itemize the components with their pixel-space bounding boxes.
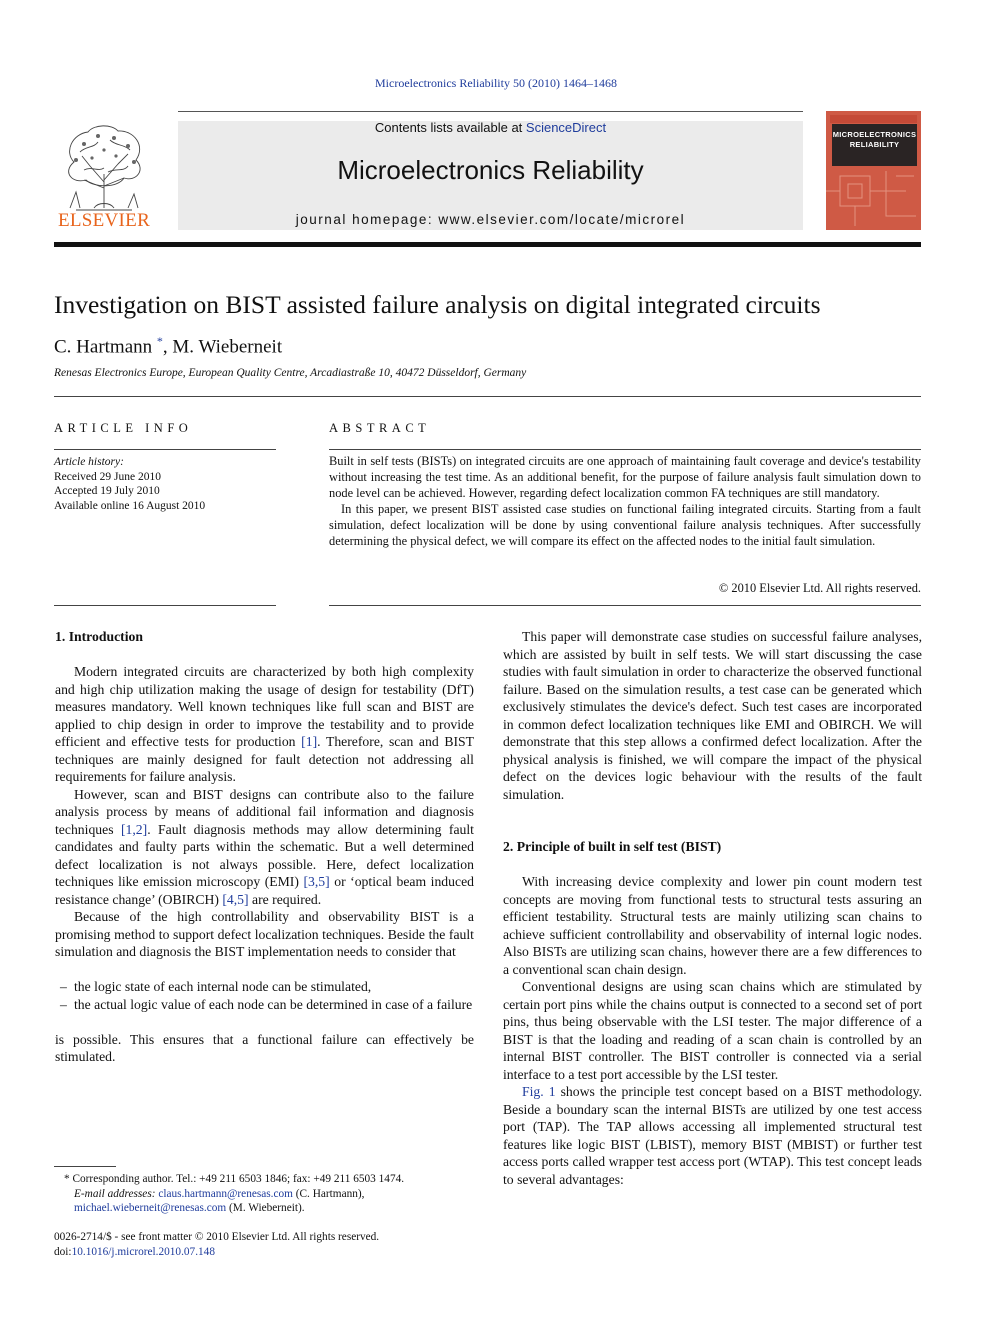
cover-title-line1: MICROELECTRONICS <box>832 130 917 139</box>
journal-homepage[interactable]: journal homepage: www.elsevier.com/locate/microrel <box>295 212 686 227</box>
intro-paragraph-5: This paper will demonstrate case studies on successful failure analyses, which are assisted by built in self tests. We will start discussing the case studies with fault simulation in order to characterize the observed functional failure. Based on the simulation results, a test case can be generated which exclusively stimulates the device's defect. Such test cases are incorporated in common defect localization techniques like EMI and OBIRCH. We will demonstrate that this step allows a confirmed defect localization. After the physical analysis is finished, we will compare the impact of the physical defect on the devices logic behaviour with the results of the fault simulation. <box>503 629 922 802</box>
bullet-dash: – <box>60 979 67 994</box>
section-2-heading: 2. Principle of built in self test (BIST) <box>503 839 722 854</box>
abstract-paragraph-1: Built in self tests (BISTs) on integrated circuits are one approach of maintaining fault coverage and device's testability without increasing the test time. As an additional benefit, for the purpose of failure analysis fault simulation down to node level can be achieved. However, regarding defect localization common FA techniques are still mandatory. <box>329 454 921 500</box>
header-bottom-rule <box>54 242 921 247</box>
online-date: Available online 16 August 2010 <box>54 499 206 512</box>
author-list <box>54 334 282 358</box>
author-hartmann[interactable]: C. Hartmann <box>54 336 153 358</box>
fig-1-link[interactable]: Fig. 1 <box>522 1084 556 1099</box>
footnote-rule <box>54 1166 116 1167</box>
ref-3-5-link[interactable]: [3,5] <box>303 874 330 889</box>
contents-prefix: Contents lists available at <box>374 120 526 135</box>
abstract-copyright: © 2010 Elsevier Ltd. All rights reserved. <box>718 581 921 595</box>
bullet-dash: – <box>60 996 67 1012</box>
left-column <box>55 628 474 1066</box>
cover-title-band <box>832 124 917 166</box>
requirements-list <box>55 978 474 1013</box>
issn-doi-block <box>54 1230 474 1259</box>
section-1-heading: 1. Introduction <box>55 629 143 644</box>
journal-name: Microelectronics Reliability <box>337 155 644 185</box>
ref-1-2-link[interactable]: [1,2] <box>120 821 148 837</box>
doi-link[interactable]: 10.1016/j.microrel.2010.07.148 <box>71 1245 215 1258</box>
bist-paragraph-1: With increasing device complexity and lower pin count modern test concepts are moving from functional tests to structural tests assuring an efficient testability. Structural tests are mainly utilizing scan chains to achieve sufficient controllability and observability of internal logic nodes. Also BISTs are utilizing scan chains, however there are a few differences to a conventional scan chain design. <box>503 874 922 977</box>
intro-paragraph-1: Modern integrated circuits are characterized by both high complexity and high chip utilization making the usage of design for testability (DfT) measures mandatory. Well known techniques like full scan and BIST are applied to chip design in order to improve the testability and to provide efficient and effective tests for production [1]. Therefore, scan and BIST techniques are mainly designed for fault detection not addressing all requirements for failure analysis. <box>55 664 474 784</box>
journal-cover-thumbnail[interactable] <box>826 111 921 230</box>
abstract-body <box>329 453 921 549</box>
abstract-bottom-rule <box>329 605 921 606</box>
bist-paragraph-3: Fig. 1 shows the principle test concept based on a BIST methodology. Beside a boundary scan the internal BISTs are utilized by one test access port (TAP). The TAP allows accessing all implemented structural test features like logic BIST (LBIST), memory BIST (MBIST) or further test access ports called wrapper test access port (WTAP). This test concept leads to several advantages: <box>503 1084 922 1187</box>
list-item: – the actual logic value of each node can be determined in case of a failure <box>60 996 473 1012</box>
intro-paragraph-4: is possible. This ensures that a functional failure can effectively be stimulated. <box>55 1031 474 1064</box>
accepted-date: Accepted 19 July 2010 <box>54 485 160 497</box>
intro-paragraph-3: Because of the high controllability and observability BIST is a promising method to support defect localization techniques. Beside the fault simulation and diagnosis the BIST implementation needs to consider that <box>55 909 474 959</box>
abstract-heading: ABSTRACT <box>329 421 431 435</box>
article-history <box>54 455 276 513</box>
history-label: Article history: <box>54 456 124 468</box>
ref-1-link[interactable]: [1] <box>301 734 318 749</box>
email-hartmann-link[interactable]: claus.hartmann@renesas.com <box>158 1187 293 1200</box>
sciencedirect-link[interactable]: ScienceDirect <box>525 120 607 135</box>
contents-line <box>178 120 803 135</box>
cover-title-line2: RELIABILITY <box>849 140 900 149</box>
footnote-line-1: * Corresponding author. Tel.: +49 211 6503 1846; fax: +49 211 6503 1474. <box>64 1173 405 1185</box>
abstract-paragraph-2: In this paper, we present BIST assisted case studies on functional failing integrated circuits. Starting from a fault simulation, defect localization will be done by using conventional failure analysis techniques. After successfully determining the physical defect, we will compare its effect on the affected nodes to the initial fault simulation. <box>329 502 921 548</box>
header-top-rule <box>178 111 803 112</box>
author-separator: , <box>162 336 173 358</box>
bist-paragraph-2: Conventional designs are using scan chains which are stimulated by certain port pins while the chains output is connected to a second set of port pins, thus being observable with the LSI tester. The major difference of a BIST is that the loading and reading of a scan chain is controlled by an internal BIST controller. The BIST controller is connected via a serial interface to a test port accessible by the LSI tester. <box>503 979 922 1082</box>
article-info-bottom-rule <box>54 605 276 606</box>
cover-top-strip <box>830 115 917 123</box>
intro-paragraph-2: However, scan and BIST designs can contribute also to the failure analysis process by means of additional fail information and diagnosis techniques [1,2]. Fault diagnosis methods may allow determining fault candidates and faulty parts within the schematic. But a well determined defect localization is not always possible. Here, defect localization techniques like emission microscopy (EMI) [3,5] or ‘optical beam induced resistance change’ (OBIRCH) [4,5] are required. <box>55 786 474 907</box>
list-item: – the logic state of each internal node can be stimulated, <box>60 979 372 994</box>
corresponding-author-mark[interactable]: * <box>156 334 163 348</box>
title-bottom-rule <box>54 396 921 397</box>
right-column <box>503 628 922 1188</box>
elsevier-wordmark: ELSEVIER <box>57 210 151 231</box>
doi-line: doi:10.1016/j.microrel.2010.07.148 <box>54 1245 215 1258</box>
received-date: Received 29 June 2010 <box>54 470 161 483</box>
article-info-heading: ARTICLE INFO <box>54 421 193 435</box>
issn-line: 0026-2714/$ - see front matter © 2010 Elsevier Ltd. All rights reserved. <box>54 1231 380 1243</box>
footnote-mark: * <box>64 1173 70 1185</box>
email-wieberneit-link[interactable]: michael.wieberneit@renesas.com <box>74 1202 227 1214</box>
footnote-line-2: E-mail addresses: claus.hartmann@renesas.com (C. Hartmann), michael.wieberneit@renesas.com (M. Wieberneit). <box>74 1187 365 1214</box>
corresponding-author-footnote <box>54 1172 474 1216</box>
ref-4-5-link[interactable]: [4,5] <box>222 891 249 907</box>
abstract-rule <box>329 449 921 450</box>
journal-citation[interactable]: Microelectronics Reliability 50 (2010) 1464–1468 <box>375 76 617 90</box>
article-title: Investigation on BIST assisted failure analysis on digital integrated circuits <box>54 290 821 319</box>
cover-circuit-art-icon <box>826 166 921 230</box>
article-info-rule <box>54 449 276 450</box>
email-label: E-mail addresses: <box>74 1187 156 1200</box>
author-wieberneit[interactable]: M. Wieberneit <box>172 336 283 358</box>
author-affiliation: Renesas Electronics Europe, European Quality Centre, Arcadiastraße 10, 40472 Düsseldorf, Germany <box>54 367 527 379</box>
